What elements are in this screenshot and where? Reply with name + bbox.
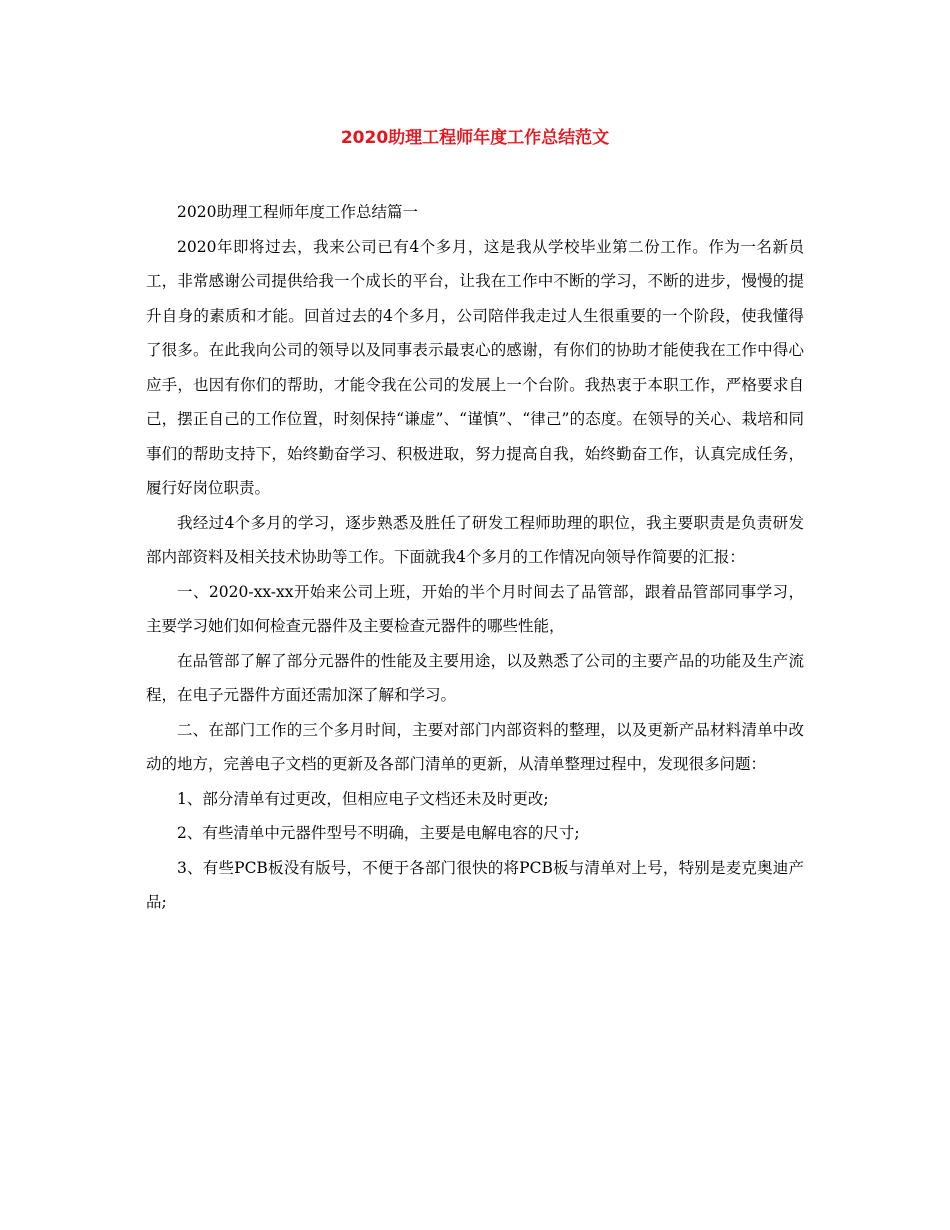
paragraph: 二、在部门工作的三个多月时间，主要对部门内部资料的整理，以及更新产品材料清单中改动的地方，完善电子文档的更新及各部门清单的更新，从清单整理过程中，发现很多问题： [146,720,804,773]
section-heading: 2020助理工程师年度工作总结篇一 [177,203,418,221]
document-body [146,195,804,920]
list-item: 2、有些清单中元器件型号不明确，主要是电解电容的尺寸; [177,824,580,842]
paragraph: 2020年即将过去，我来公司已有4个多月，这是我从学校毕业第二份工作。作为一名新员工，非常感谢公司提供给我一个成长的平台，让我在工作中不断的学习，不断的进步，慢慢的提升自身的素质和才能。回首过去的4个多月，公司陪伴我走过人生很重要的一个阶段，使我懂得了很多。在此我向公司的领导以及同事表示最衷心的感谢，有你们的协助才能使我在工作中得心应手，也因有你们的帮助，才能令我在公司的发展上一个台阶。我热衷于本职工作，严格要求自己，摆正自己的工作位置，时刻保持“谦虚”、“谨慎”、“律己”的态度。在领导的关心、栽培和同事们的帮助支持下，始终勤奋学习、积极进取，努力提高自我，始终勤奋工作，认真完成任务，履行好岗位职责。 [146,237,804,497]
list-item: 1、部分清单有过更改，但相应电子文档还未及时更改; [177,789,549,808]
document-title: 2020助理工程师年度工作总结范文 [340,128,610,148]
paragraph: 一、2020-xx-xx开始来公司上班，开始的半个月时间去了品管部，跟着品管部同事学习，主要学习她们如何检查元器件及主要检查元器件的哪些性能， [146,582,804,635]
paragraph: 我经过4个多月的学习，逐步熟悉及胜任了研发工程师助理的职位，我主要职责是负责研发部内部资料及相关技术协助等工作。下面就我4个多月的工作情况向领导作简要的汇报： [146,513,804,566]
paragraph: 在品管部了解了部分元器件的性能及主要用途，以及熟悉了公司的主要产品的功能及生产流程，在电子元器件方面还需加深了解和学习。 [146,651,804,704]
list-item: 3、有些PCB板没有版号，不便于各部门很快的将PCB板与清单对上号，特别是麦克奥迪产品; [146,858,804,911]
